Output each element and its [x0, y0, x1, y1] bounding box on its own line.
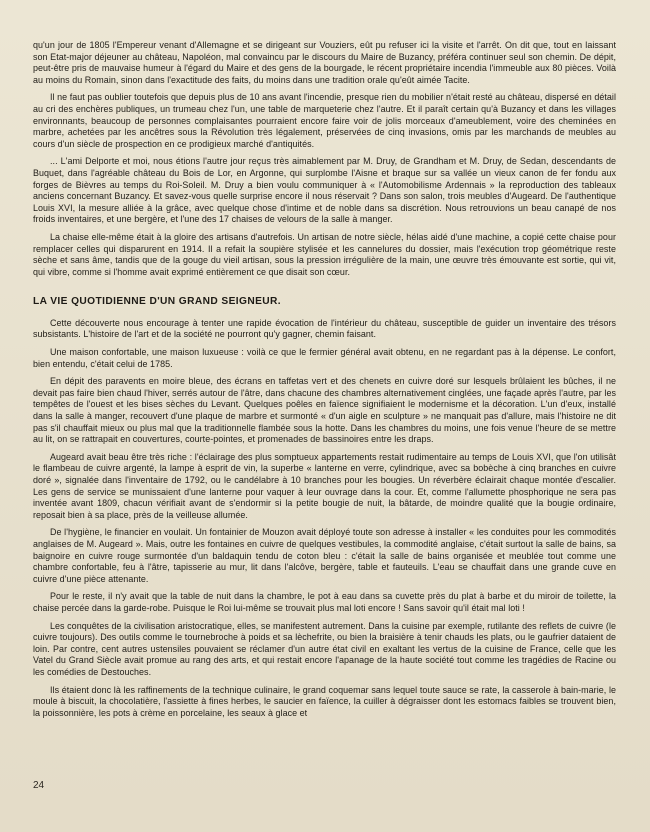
body-paragraph: Une maison confortable, une maison luxueuse : voilà ce que le fermier général avait obtenu, en ne regardant pas à la dépense. Le confort, bien entendu, c'était celui de 1785.: [33, 347, 616, 369]
body-paragraph: Cette découverte nous encourage à tenter une rapide évocation de l'intérieur du château, susceptible de guider un inventaire des trésors subsistants. L'histoire de l'art et de la société ne pourront qu'y gagner, chemin faisant.: [33, 317, 616, 340]
body-paragraph: En dépit des paravents en moire bleue, des écrans en taffetas vert et des chenets en cuivre doré sur lesquels brûlaient les bûches, il ne devait pas faire bien chaud l'hiver, serrés autour de l'âtre, dans chacune des chambres alternativement cinglées, une façade après l'autre, par les tempêtes de l'ouest et les bises sèches du Levant. Quelques poêles en faïence signifiaient le modernisme et la décoration. L'un d'eux, installé dans la salle à manger, recouvert d'une plaque de marbre et surmonté « d'un aigle en sculpture » ne manquait pas d'allure, mais l'histoire ne dit pas s'il chauffait mieux ou plus mal que la traditionnelle flambée sous la hotte. Dans les chambres du moins, une fois venue l'heure de se mettre au lit, on se rattrapait en couvertures, courte-pointes, et promenades de bassinoires entre les draps.: [33, 376, 616, 445]
body-paragraph: Il ne faut pas oublier toutefois que depuis plus de 10 ans avant l'incendie, presque rien du mobilier n'était resté au château, dispersé en détail au cri des enchères publiques, un trumeau chez l'un, une table de marqueterie chez l'autre. Et il paraît certain qu'à Buzancy et dans les villages environnants, beaucoup de personnes complaisantes pourraient encore faire voir de jolis morceaux d'ameublement, voire des cheminées en marbre, achetées par les ancêtres sous la Révolution très légalement, préservées de cinq invasions, omis par les marchands de meubles au cours d'un siècle de prospection en ce prodigieux marché d'antiquités.: [33, 92, 616, 149]
body-paragraph: La chaise elle-même était à la gloire des artisans d'autrefois. Un artisan de notre siècle, hélas aidé d'une machine, a copié cette chaise pour remplacer celles qui disparurent en 1914. Il a refait la soupière stylisée et les cannelures du dossier, mais l'exécution trop géométrique reste sèche et sans âme, tandis que de la gouge du vieil artisan, sous la pression irrégulière de la main, une œuvre très émouvante est sortie, qui vit, qui vibre, comme si l'homme avait exprimé entièrement ce que disait son cœur.: [33, 231, 616, 277]
body-paragraph: Pour le reste, il n'y avait que la table de nuit dans la chambre, le pot à eau dans sa cuvette près du plat à barbe et du miroir de toilette, la chaise percée dans la garde-robe. Puisque le Roi lui-même se trouvait plus mal loti encore ! Sans savoir qu'il était mal loti !: [33, 591, 616, 613]
body-paragraph: Augeard avait beau être très riche : l'éclairage des plus somptueux appartements restait rudimentaire au temps de Louis XVI, que l'on utilisât le flambeau de cuivre argenté, la lampe à esprit de vin, la superbe « lanterne en verre, cylindrique, avec sa bobèche à cinq branches en cuivre doré », signalée dans l'inventaire de 1792, ou le candélabre à 10 branches pour les bougies. Un réverbère éclairait chaque montée d'escalier. Les gens de service se munissaient d'une lanterne pour vaquer à leur ouvrage dans la cour. Et, comme l'allumette phosphorique ne sera pas inventée avant 1809, chacun vérifiait avant de s'endormir si la petite bougie de nuit, la bâtarde, de moindre qualité que la bougie ordinaire, reposait bien à sa place, près de la veilleuse allumée.: [33, 451, 616, 520]
text-column: [33, 40, 616, 725]
body-paragraph: De l'hygiène, le financier en voulait. Un fontainier de Mouzon avait déployé toute son adresse à installer « les conduites pour les commodités anglaises de M. Augeard ». Mais, outre les fontaines en cuivre de quelques vestibules, la commodité anglaise, c'était surtout la salle de bains, sa baignoire en cuivre rouge surmontée d'un baldaquin tendu de coton bleu : c'était la salle de bains organisée et meublée tout comme une chambre confortable, feu à l'âtre, tapisserie au mur, lit dans l'alcôve, bergère, table et fauteuils. L'eau se chauffait dans une grande cuve en cuivre d'une pièce attenante.: [33, 527, 616, 584]
page-number: 24: [33, 780, 45, 791]
body-paragraph: ... L'ami Delporte et moi, nous étions l'autre jour reçus très aimablement par M. Druy, de Grandham et M. Druy, de Sedan, descendants de Buquet, dans l'agréable château du Bois de Lor, en Argonne, qui surplombe l'Aisne et braque sur sa vallée un vieux canon de fer fondu aux forges de Bièvres au temps du Roi-Soleil. M. Druy a bien voulu communiquer à « l'Automobilisme Ardennais » la reproduction des tableaux anciens concernant Buzancy. Et savez-vous quelle surprise encore il nous réservait ? Dans son salon, trois meubles d'Augeard. De l'authentique Louis XVI, la mesure alliée à la grâce, avec quelque chose d'intime et de noble dans sa discrétion. Nous retrouvions un beau canapé de nos froids inventaires, et une bergère, et l'une des 17 chaises de velours de la salle à manger.: [33, 156, 616, 225]
section-heading: LA VIE QUOTIDIENNE D'UN GRAND SEIGNEUR.: [33, 296, 282, 308]
body-paragraph: Les conquêtes de la civilisation aristocratique, elles, se manifestent autrement. Dans la cuisine par exemple, rutilante des reflets de cuivre (le cuivre toujours). Des outils comme le tournebroche à poids et sa lèchefrite, ou bien la braisière à tenir chauds les plats, ou le gaufrier dataient de loin. Par contre, cent autres ustensiles pouvaient se réclamer d'un autre état civil en exaltant les vertus de la cuisine de France, celle que les Vatel du Grand Siècle avait promue au rang des arts, et qui restait encore l'apanage de la haute société tout comme les tragédies de Racine ou les comédies de Destouches.: [33, 620, 616, 677]
body-paragraph: qu'un jour de 1805 l'Empereur venant d'Allemagne et se dirigeant sur Vouziers, eût pu refuser ici la visite et l'arrêt. On dit que, tout en laissant son Etat-major déjeuner au château, Napoléon, mal convaincu par le discours du Maire de Buzancy, préféra continuer seul son chemin. De dépit, peut-être pris de mauvaise humeur à l'égard du Maire et des gens de la bourgade, le récent propriétaire incendia l'immeuble aux 80 pièces. Voilà au moins du Romain, sinon dans l'exactitude des faits, du moins dans une tradition orale qu'eût aimée Tacite.: [33, 40, 616, 85]
body-paragraph: Ils étaient donc là les raffinements de la technique culinaire, le grand coquemar sans lequel toute sauce se rate, la casserole à bain-marie, le moule à biscuit, la chocolatière, l'assiette à fines herbes, le saucier en faïence, la cuiller à dégraisser dont les estomacs faibles se trouvent bien, la poissonnière, les pots à crème en porcelaine, les seaux à glace et: [33, 684, 616, 718]
